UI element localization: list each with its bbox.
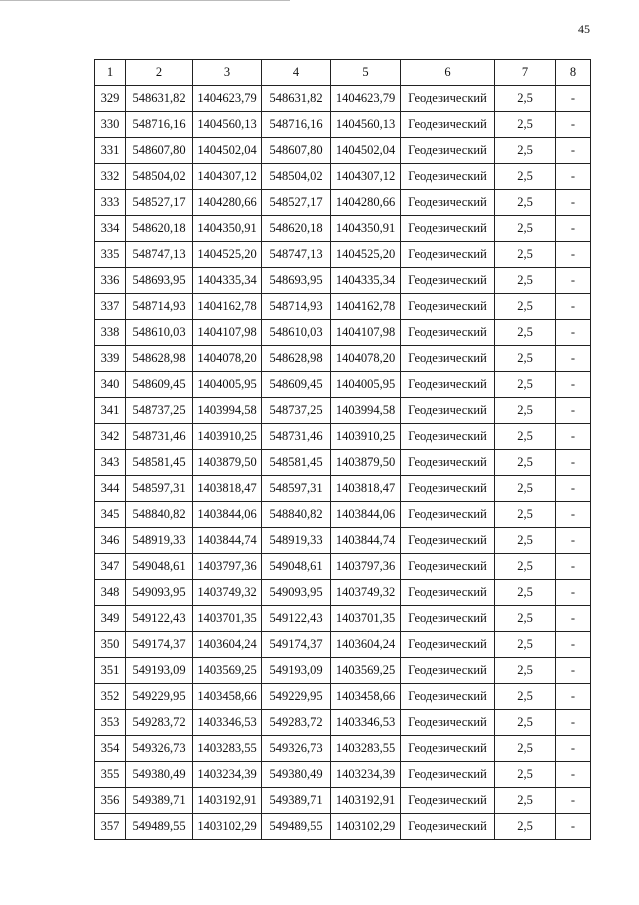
table-row	[95, 424, 591, 450]
table-cell: 2,5	[495, 86, 556, 112]
table-cell: -	[556, 320, 591, 346]
table-cell: 1404623,79	[331, 86, 401, 112]
table-cell: -	[556, 294, 591, 320]
table-cell: 351	[95, 658, 126, 684]
table-cell: 548631,82	[262, 86, 331, 112]
table-cell: 340	[95, 372, 126, 398]
table-cell: -	[556, 788, 591, 814]
table-cell: Геодезический	[401, 450, 495, 476]
table-cell: 2,5	[495, 450, 556, 476]
table-cell: 1403604,24	[193, 632, 262, 658]
table-cell: 2,5	[495, 268, 556, 294]
table-cell: 1404560,13	[331, 112, 401, 138]
table-cell: 354	[95, 736, 126, 762]
table-cell: Геодезический	[401, 372, 495, 398]
table-cell: 1404078,20	[193, 346, 262, 372]
table-cell: 348	[95, 580, 126, 606]
table-cell: 548607,80	[262, 138, 331, 164]
table-cell: 1403283,55	[331, 736, 401, 762]
table-cell: -	[556, 736, 591, 762]
table-cell: 548628,98	[126, 346, 193, 372]
table-cell: Геодезический	[401, 164, 495, 190]
column-header: 7	[495, 60, 556, 86]
table-cell: 548581,45	[262, 450, 331, 476]
table-cell: 1403797,36	[193, 554, 262, 580]
table-cell: 1404078,20	[331, 346, 401, 372]
table-cell: 2,5	[495, 736, 556, 762]
table-cell: 331	[95, 138, 126, 164]
column-header: 4	[262, 60, 331, 86]
table-cell: 548919,33	[262, 528, 331, 554]
table-cell: -	[556, 554, 591, 580]
table-cell: 2,5	[495, 242, 556, 268]
table-cell: 548840,82	[126, 502, 193, 528]
table-cell: 341	[95, 398, 126, 424]
table-cell: 548731,46	[126, 424, 193, 450]
table-cell: 347	[95, 554, 126, 580]
table-cell: 2,5	[495, 502, 556, 528]
table-cell: 333	[95, 190, 126, 216]
table-cell: 548737,25	[126, 398, 193, 424]
table-cell: 1404335,34	[193, 268, 262, 294]
table-row	[95, 528, 591, 554]
table-cell: 549283,72	[262, 710, 331, 736]
table-cell: 1403879,50	[193, 450, 262, 476]
table-cell: -	[556, 606, 591, 632]
table-cell: 548693,95	[262, 268, 331, 294]
table-cell: 548527,17	[262, 190, 331, 216]
table-cell: 2,5	[495, 190, 556, 216]
table-row	[95, 86, 591, 112]
table-cell: 2,5	[495, 814, 556, 840]
table-row	[95, 450, 591, 476]
table-cell: 1404162,78	[331, 294, 401, 320]
table-cell: Геодезический	[401, 138, 495, 164]
table-cell: 549389,71	[126, 788, 193, 814]
table-cell: 1403346,53	[331, 710, 401, 736]
header-row	[95, 60, 591, 86]
table-cell: Геодезический	[401, 294, 495, 320]
table-cell: Геодезический	[401, 762, 495, 788]
table-cell: -	[556, 190, 591, 216]
table-cell: 549326,73	[126, 736, 193, 762]
column-header: 6	[401, 60, 495, 86]
column-header: 2	[126, 60, 193, 86]
table-cell: Геодезический	[401, 502, 495, 528]
table-cell: 343	[95, 450, 126, 476]
table-cell: 1403283,55	[193, 736, 262, 762]
table-cell: Геодезический	[401, 658, 495, 684]
table-row	[95, 112, 591, 138]
table-cell: 1403994,58	[331, 398, 401, 424]
table-cell: Геодезический	[401, 190, 495, 216]
table-row	[95, 502, 591, 528]
table-cell: 338	[95, 320, 126, 346]
table-cell: 1404280,66	[331, 190, 401, 216]
table-cell: 330	[95, 112, 126, 138]
table-cell: 549093,95	[262, 580, 331, 606]
table-cell: 548716,16	[262, 112, 331, 138]
table-row	[95, 242, 591, 268]
table-cell: 548527,17	[126, 190, 193, 216]
table-cell: Геодезический	[401, 580, 495, 606]
table-cell: 1403818,47	[193, 476, 262, 502]
table-row	[95, 554, 591, 580]
table-cell: 2,5	[495, 632, 556, 658]
table-cell: -	[556, 164, 591, 190]
table-row	[95, 268, 591, 294]
table-cell: Геодезический	[401, 424, 495, 450]
table-cell: 2,5	[495, 424, 556, 450]
table-cell: 548716,16	[126, 112, 193, 138]
table-row	[95, 788, 591, 814]
table-cell: 357	[95, 814, 126, 840]
table-cell: Геодезический	[401, 632, 495, 658]
table-cell: 1403749,32	[331, 580, 401, 606]
table-cell: 2,5	[495, 216, 556, 242]
table-cell: 337	[95, 294, 126, 320]
table-cell: 549174,37	[126, 632, 193, 658]
table-cell: Геодезический	[401, 684, 495, 710]
table-cell: Геодезический	[401, 476, 495, 502]
table-cell: 2,5	[495, 788, 556, 814]
table-cell: 346	[95, 528, 126, 554]
table-cell: 548504,02	[262, 164, 331, 190]
page-number: 45	[578, 22, 590, 36]
table-cell: -	[556, 268, 591, 294]
table-cell: 1403102,29	[331, 814, 401, 840]
table-cell: 332	[95, 164, 126, 190]
table-cell: 549229,95	[126, 684, 193, 710]
table-cell: 1403844,74	[331, 528, 401, 554]
table-cell: 1404350,91	[193, 216, 262, 242]
table-cell: 548610,03	[126, 320, 193, 346]
table-cell: 1403910,25	[193, 424, 262, 450]
table-cell: 548747,13	[126, 242, 193, 268]
table-cell: 2,5	[495, 346, 556, 372]
table-cell: 1403192,91	[331, 788, 401, 814]
table-cell: 549122,43	[126, 606, 193, 632]
table-cell: 356	[95, 788, 126, 814]
table-cell: Геодезический	[401, 216, 495, 242]
table-cell: 2,5	[495, 112, 556, 138]
table-cell: -	[556, 632, 591, 658]
table-row	[95, 398, 591, 424]
table-cell: 353	[95, 710, 126, 736]
table-cell: 339	[95, 346, 126, 372]
table-cell: 350	[95, 632, 126, 658]
table-cell: 549389,71	[262, 788, 331, 814]
table-row	[95, 658, 591, 684]
table-cell: Геодезический	[401, 268, 495, 294]
table-cell: 345	[95, 502, 126, 528]
table-cell: Геодезический	[401, 398, 495, 424]
table-cell: 549380,49	[126, 762, 193, 788]
table-cell: 2,5	[495, 580, 556, 606]
table-cell: Геодезический	[401, 554, 495, 580]
table-cell: -	[556, 112, 591, 138]
table-cell: 548581,45	[126, 450, 193, 476]
table-cell: Геодезический	[401, 606, 495, 632]
table-row	[95, 762, 591, 788]
table-cell: 1403604,24	[331, 632, 401, 658]
table-cell: 2,5	[495, 554, 556, 580]
table-cell: 1404280,66	[193, 190, 262, 216]
table-row	[95, 684, 591, 710]
table-cell: 1403569,25	[331, 658, 401, 684]
table-cell: 2,5	[495, 606, 556, 632]
table-cell: 334	[95, 216, 126, 242]
table-row	[95, 476, 591, 502]
table-cell: -	[556, 580, 591, 606]
table-cell: 548620,18	[126, 216, 193, 242]
table-cell: 548609,45	[262, 372, 331, 398]
table-cell: -	[556, 684, 591, 710]
table-cell: 1403910,25	[331, 424, 401, 450]
table-cell: 1403192,91	[193, 788, 262, 814]
table-cell: 1404162,78	[193, 294, 262, 320]
table-cell: -	[556, 762, 591, 788]
table-cell: 1403458,66	[193, 684, 262, 710]
table-cell: 1404335,34	[331, 268, 401, 294]
table-row	[95, 814, 591, 840]
table-cell: 1403844,06	[331, 502, 401, 528]
table-cell: 549122,43	[262, 606, 331, 632]
table-cell: 549193,09	[126, 658, 193, 684]
table-cell: -	[556, 242, 591, 268]
table-cell: 349	[95, 606, 126, 632]
table-row	[95, 294, 591, 320]
table-cell: -	[556, 528, 591, 554]
table-row	[95, 710, 591, 736]
table-cell: -	[556, 450, 591, 476]
table-cell: 549193,09	[262, 658, 331, 684]
table-cell: 549489,55	[126, 814, 193, 840]
table-cell: 548731,46	[262, 424, 331, 450]
table-row	[95, 320, 591, 346]
table-cell: 1403844,06	[193, 502, 262, 528]
table-cell: -	[556, 86, 591, 112]
table-row	[95, 580, 591, 606]
table-cell: 1403234,39	[193, 762, 262, 788]
table-cell: 2,5	[495, 294, 556, 320]
top-rule	[0, 0, 290, 1]
table-cell: 1404005,95	[331, 372, 401, 398]
table-row	[95, 164, 591, 190]
table-cell: 1404107,98	[193, 320, 262, 346]
table-row	[95, 372, 591, 398]
table-cell: 2,5	[495, 164, 556, 190]
table-row	[95, 190, 591, 216]
table-cell: 548610,03	[262, 320, 331, 346]
table-cell: 344	[95, 476, 126, 502]
table-cell: 335	[95, 242, 126, 268]
table-cell: Геодезический	[401, 86, 495, 112]
table-cell: 2,5	[495, 320, 556, 346]
table-row	[95, 216, 591, 242]
column-header: 8	[556, 60, 591, 86]
column-header: 1	[95, 60, 126, 86]
table-cell: -	[556, 138, 591, 164]
column-header: 3	[193, 60, 262, 86]
table-cell: 548609,45	[126, 372, 193, 398]
table-cell: 548607,80	[126, 138, 193, 164]
table-cell: 1403234,39	[331, 762, 401, 788]
table-cell: 1403102,29	[193, 814, 262, 840]
table-cell: 548504,02	[126, 164, 193, 190]
table-row	[95, 346, 591, 372]
table-cell: -	[556, 658, 591, 684]
table-cell: 1403346,53	[193, 710, 262, 736]
table-cell: 1404005,95	[193, 372, 262, 398]
table-cell: 548840,82	[262, 502, 331, 528]
table-cell: 1404623,79	[193, 86, 262, 112]
table-cell: 1403749,32	[193, 580, 262, 606]
table-cell: -	[556, 476, 591, 502]
table-cell: 548597,31	[262, 476, 331, 502]
table-cell: 548597,31	[126, 476, 193, 502]
table-cell: 2,5	[495, 476, 556, 502]
table-cell: Геодезический	[401, 528, 495, 554]
table-cell: 549489,55	[262, 814, 331, 840]
table-cell: Геодезический	[401, 814, 495, 840]
table-cell: 2,5	[495, 372, 556, 398]
table-cell: Геодезический	[401, 242, 495, 268]
table-cell: 549326,73	[262, 736, 331, 762]
table-cell: -	[556, 424, 591, 450]
column-header: 5	[331, 60, 401, 86]
table-cell: 548628,98	[262, 346, 331, 372]
table-cell: 1403701,35	[331, 606, 401, 632]
table-cell: 1403701,35	[193, 606, 262, 632]
table-cell: -	[556, 216, 591, 242]
table-cell: -	[556, 372, 591, 398]
table-cell: 1403569,25	[193, 658, 262, 684]
table-cell: -	[556, 710, 591, 736]
table-cell: 549048,61	[262, 554, 331, 580]
table-cell: 329	[95, 86, 126, 112]
table-cell: -	[556, 814, 591, 840]
table-cell: 2,5	[495, 658, 556, 684]
table-cell: 355	[95, 762, 126, 788]
table-cell: Геодезический	[401, 710, 495, 736]
table-cell: 549380,49	[262, 762, 331, 788]
table-cell: 549229,95	[262, 684, 331, 710]
table-cell: 548620,18	[262, 216, 331, 242]
table-cell: 1404525,20	[331, 242, 401, 268]
table-cell: 1403797,36	[331, 554, 401, 580]
table-cell: 548714,93	[126, 294, 193, 320]
table-cell: 1404525,20	[193, 242, 262, 268]
table-cell: 1403818,47	[331, 476, 401, 502]
table-cell: -	[556, 398, 591, 424]
table-cell: 1403458,66	[331, 684, 401, 710]
table-cell: 2,5	[495, 528, 556, 554]
table-cell: 549093,95	[126, 580, 193, 606]
table-cell: 549174,37	[262, 632, 331, 658]
table-cell: 548919,33	[126, 528, 193, 554]
table-cell: 1404307,12	[331, 164, 401, 190]
table-cell: 548714,93	[262, 294, 331, 320]
table-row	[95, 138, 591, 164]
table-cell: Геодезический	[401, 112, 495, 138]
table-cell: 2,5	[495, 138, 556, 164]
table-row	[95, 632, 591, 658]
table-cell: 336	[95, 268, 126, 294]
table-row	[95, 606, 591, 632]
table-cell: 342	[95, 424, 126, 450]
table-cell: 549048,61	[126, 554, 193, 580]
table-cell: 352	[95, 684, 126, 710]
table-cell: Геодезический	[401, 346, 495, 372]
table-cell: Геодезический	[401, 788, 495, 814]
table-cell: -	[556, 346, 591, 372]
table-cell: 548631,82	[126, 86, 193, 112]
table-cell: 1404560,13	[193, 112, 262, 138]
table-cell: 2,5	[495, 398, 556, 424]
table-cell: 1403879,50	[331, 450, 401, 476]
table-cell: 548737,25	[262, 398, 331, 424]
table-cell: 1404502,04	[331, 138, 401, 164]
table-cell: 549283,72	[126, 710, 193, 736]
table-cell: 2,5	[495, 684, 556, 710]
coordinates-table	[94, 59, 591, 840]
table-cell: 1404107,98	[331, 320, 401, 346]
table-cell: 2,5	[495, 710, 556, 736]
table-cell: 1403844,74	[193, 528, 262, 554]
table-row	[95, 736, 591, 762]
table-cell: -	[556, 502, 591, 528]
table-cell: 1404307,12	[193, 164, 262, 190]
table-cell: 1404350,91	[331, 216, 401, 242]
table-cell: 548747,13	[262, 242, 331, 268]
table-body	[95, 86, 591, 840]
table-cell: 1404502,04	[193, 138, 262, 164]
table-cell: Геодезический	[401, 736, 495, 762]
table-cell: 2,5	[495, 762, 556, 788]
table-cell: Геодезический	[401, 320, 495, 346]
table-cell: 548693,95	[126, 268, 193, 294]
table-cell: 1403994,58	[193, 398, 262, 424]
